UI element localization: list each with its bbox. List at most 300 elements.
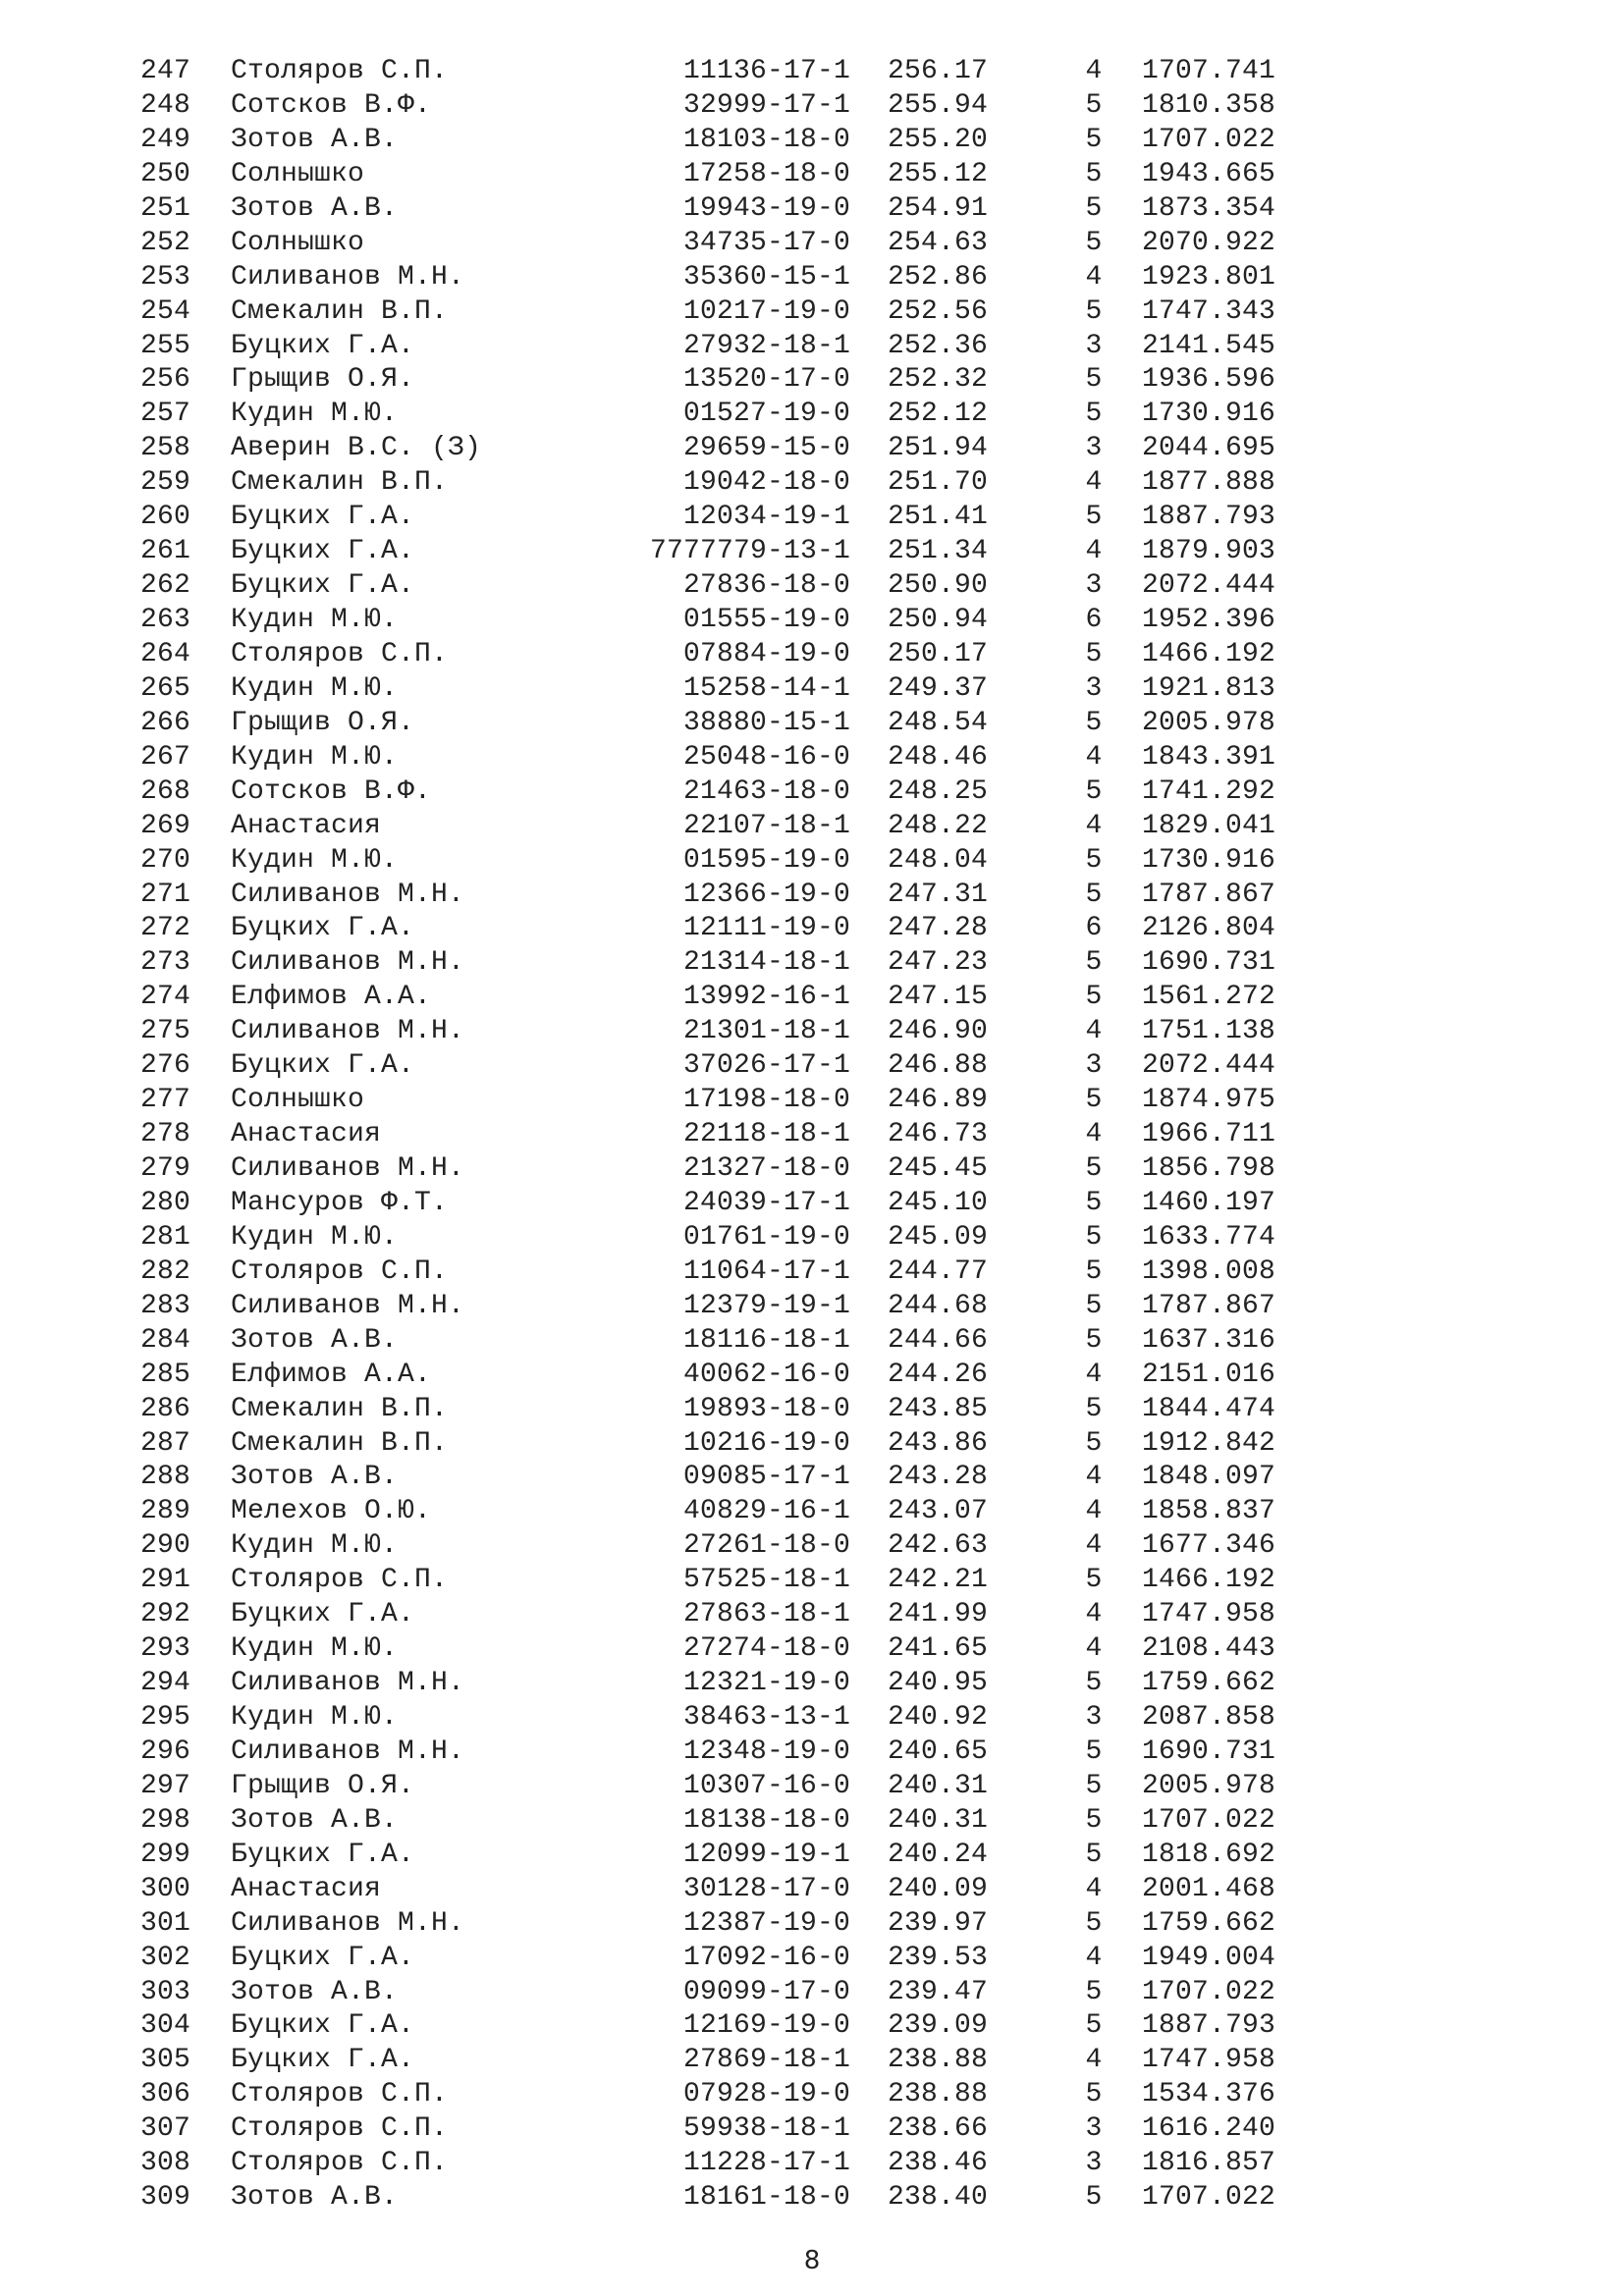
row-count: 5 <box>1085 1393 1103 1424</box>
row-name: Буцких Г.А. <box>231 502 415 533</box>
row-score: 241.99 <box>888 1599 989 1630</box>
row-count: 5 <box>1085 158 1103 189</box>
row-count: 3 <box>1085 1702 1103 1733</box>
table-row <box>0 2044 1624 2078</box>
row-rank: 258 <box>140 433 191 464</box>
row-name: Грыщив О.Я. <box>231 364 415 396</box>
row-count: 3 <box>1085 330 1103 361</box>
row-count: 5 <box>1085 2079 1103 2110</box>
table-row <box>0 741 1624 775</box>
row-name: Мелехов О.Ю. <box>231 1496 432 1527</box>
table-row <box>0 1084 1624 1118</box>
row-rank: 292 <box>140 1599 191 1630</box>
row-code: 17092-16-0 <box>682 1942 850 1973</box>
row-rating: 2126.804 <box>1142 913 1276 944</box>
row-rank: 275 <box>140 1016 191 1047</box>
table-row <box>0 1495 1624 1529</box>
row-code: 17258-18-0 <box>682 158 850 189</box>
row-count: 5 <box>1085 1976 1103 2007</box>
row-rating: 1741.292 <box>1142 775 1276 807</box>
row-code: 18138-18-0 <box>682 1804 850 1836</box>
row-rating: 1887.793 <box>1142 2010 1276 2042</box>
table-row <box>0 398 1624 432</box>
row-rank: 298 <box>140 1804 191 1836</box>
row-rank: 261 <box>140 536 191 567</box>
row-rank: 255 <box>140 330 191 361</box>
row-name: Буцких Г.А. <box>231 536 415 567</box>
row-code: 19943-19-0 <box>682 192 850 224</box>
row-code: 27261-18-0 <box>682 1530 850 1562</box>
table-row <box>0 810 1624 844</box>
row-count: 5 <box>1085 502 1103 533</box>
row-rating: 1747.343 <box>1142 295 1276 327</box>
row-count: 5 <box>1085 982 1103 1013</box>
table-row <box>0 1359 1624 1393</box>
row-rank: 273 <box>140 947 191 979</box>
row-rank: 249 <box>140 124 191 155</box>
row-rating: 1810.358 <box>1142 89 1276 121</box>
row-score: 245.10 <box>888 1187 989 1218</box>
row-code: 38880-15-1 <box>682 707 850 738</box>
row-count: 4 <box>1085 1496 1103 1527</box>
table-row <box>0 1667 1624 1701</box>
row-code: 25048-16-0 <box>682 741 850 773</box>
row-count: 5 <box>1085 1153 1103 1184</box>
row-rating: 1787.867 <box>1142 879 1276 910</box>
row-rank: 248 <box>140 89 191 121</box>
table-row <box>0 1255 1624 1290</box>
row-rating: 2001.468 <box>1142 1873 1276 1904</box>
row-name: Зотов А.В. <box>231 1462 399 1493</box>
row-count: 5 <box>1085 1565 1103 1596</box>
row-rank: 293 <box>140 1633 191 1665</box>
row-code: 01555-19-0 <box>682 605 850 635</box>
row-code: 01595-19-0 <box>682 844 850 876</box>
table-row <box>0 604 1624 638</box>
table-row <box>0 261 1624 295</box>
row-name: Силиванов М.Н. <box>231 1016 465 1047</box>
table-row <box>0 1804 1624 1839</box>
row-name: Буцких Г.А. <box>231 1050 415 1082</box>
row-name: Елфимов А.А. <box>231 1359 432 1390</box>
table-row <box>0 638 1624 672</box>
row-count: 4 <box>1085 56 1103 86</box>
table-row <box>0 1632 1624 1667</box>
row-name: Силиванов М.Н. <box>231 1735 465 1767</box>
row-name: Смекалин В.П. <box>231 1393 449 1424</box>
row-score: 240.92 <box>888 1702 989 1733</box>
row-name: Силиванов М.Н. <box>231 947 465 979</box>
row-rating: 1873.354 <box>1142 192 1276 224</box>
row-code: 7777779-13-1 <box>649 536 850 567</box>
row-code: 17198-18-0 <box>682 1085 850 1116</box>
row-code: 01761-19-0 <box>682 1221 850 1253</box>
row-rating: 1844.474 <box>1142 1393 1276 1424</box>
row-rating: 1879.903 <box>1142 536 1276 567</box>
row-count: 5 <box>1085 2010 1103 2042</box>
row-rating: 2072.444 <box>1142 570 1276 602</box>
row-score: 243.07 <box>888 1496 989 1527</box>
row-name: Смекалин В.П. <box>231 467 449 499</box>
row-rating: 2141.545 <box>1142 330 1276 361</box>
row-score: 251.41 <box>888 502 989 533</box>
row-code: 32999-17-1 <box>682 89 850 121</box>
row-count: 5 <box>1085 1839 1103 1870</box>
row-count: 5 <box>1085 192 1103 224</box>
row-rank: 299 <box>140 1839 191 1870</box>
row-rating: 1874.975 <box>1142 1085 1276 1116</box>
table-row <box>0 89 1624 124</box>
row-rank: 307 <box>140 2113 191 2145</box>
row-rating: 1466.192 <box>1142 1565 1276 1596</box>
row-code: 19042-18-0 <box>682 467 850 499</box>
row-rank: 252 <box>140 227 191 258</box>
row-rating: 1936.596 <box>1142 364 1276 396</box>
row-score: 239.09 <box>888 2010 989 2042</box>
row-count: 3 <box>1085 672 1103 704</box>
row-rank: 301 <box>140 1907 191 1939</box>
row-rating: 1816.857 <box>1142 2148 1276 2179</box>
row-score: 247.23 <box>888 947 989 979</box>
row-rank: 274 <box>140 982 191 1013</box>
row-rating: 2151.016 <box>1142 1359 1276 1390</box>
row-count: 4 <box>1085 1873 1103 1904</box>
table-row <box>0 1290 1624 1324</box>
table-row <box>0 707 1624 741</box>
table-row <box>0 1839 1624 1873</box>
row-rank: 308 <box>140 2148 191 2179</box>
row-code: 18116-18-1 <box>682 1324 850 1356</box>
row-count: 5 <box>1085 1085 1103 1116</box>
row-rating: 1829.041 <box>1142 810 1276 841</box>
row-rank: 271 <box>140 879 191 910</box>
row-code: 12034-19-1 <box>682 502 850 533</box>
row-code: 11136-17-1 <box>682 56 850 86</box>
row-rank: 306 <box>140 2079 191 2110</box>
row-score: 248.04 <box>888 844 989 876</box>
row-count: 5 <box>1085 1324 1103 1356</box>
row-rating: 1858.837 <box>1142 1496 1276 1527</box>
row-code: 09099-17-0 <box>682 1976 850 2007</box>
row-rating: 1707.022 <box>1142 124 1276 155</box>
table-row <box>0 946 1624 981</box>
row-code: 40829-16-1 <box>682 1496 850 1527</box>
row-score: 254.91 <box>888 192 989 224</box>
row-rank: 266 <box>140 707 191 738</box>
row-count: 5 <box>1085 1255 1103 1287</box>
results-table <box>0 55 1624 2216</box>
row-score: 238.66 <box>888 2113 989 2145</box>
row-count: 4 <box>1085 1530 1103 1562</box>
row-rank: 300 <box>140 1873 191 1904</box>
row-name: Зотов А.В. <box>231 2182 399 2214</box>
row-rank: 294 <box>140 1668 191 1699</box>
row-code: 40062-16-0 <box>682 1359 850 1390</box>
row-score: 251.94 <box>888 433 989 464</box>
row-rank: 297 <box>140 1770 191 1801</box>
table-row <box>0 844 1624 879</box>
row-code: 22107-18-1 <box>682 810 850 841</box>
row-rank: 289 <box>140 1496 191 1527</box>
row-count: 5 <box>1085 2182 1103 2214</box>
row-code: 21463-18-0 <box>682 775 850 807</box>
row-score: 250.17 <box>888 638 989 669</box>
table-row <box>0 1564 1624 1598</box>
row-score: 239.47 <box>888 1976 989 2007</box>
row-rank: 259 <box>140 467 191 499</box>
table-row <box>0 158 1624 192</box>
row-rank: 282 <box>140 1255 191 1287</box>
row-count: 5 <box>1085 1427 1103 1459</box>
row-count: 4 <box>1085 1462 1103 1493</box>
table-row <box>0 2181 1624 2216</box>
row-score: 244.66 <box>888 1324 989 1356</box>
row-rating: 1690.731 <box>1142 947 1276 979</box>
row-code: 12379-19-1 <box>682 1290 850 1321</box>
row-count: 4 <box>1085 741 1103 773</box>
row-count: 5 <box>1085 1907 1103 1939</box>
row-score: 255.20 <box>888 124 989 155</box>
row-rank: 305 <box>140 2045 191 2076</box>
row-rating: 1466.192 <box>1142 638 1276 669</box>
table-row <box>0 1942 1624 1976</box>
row-rating: 1759.662 <box>1142 1668 1276 1699</box>
row-rating: 1856.798 <box>1142 1153 1276 1184</box>
row-rank: 262 <box>140 570 191 602</box>
row-score: 246.89 <box>888 1085 989 1116</box>
row-rating: 2005.978 <box>1142 1770 1276 1801</box>
row-score: 251.34 <box>888 536 989 567</box>
table-row <box>0 1324 1624 1359</box>
row-score: 238.46 <box>888 2148 989 2179</box>
row-code: 27932-18-1 <box>682 330 850 361</box>
row-code: 12169-19-0 <box>682 2010 850 2042</box>
table-row <box>0 2078 1624 2112</box>
row-name: Кудин М.Ю. <box>231 844 399 876</box>
table-row <box>0 363 1624 398</box>
row-rank: 257 <box>140 399 191 430</box>
row-score: 255.94 <box>888 89 989 121</box>
row-count: 5 <box>1085 879 1103 910</box>
row-rating: 1561.272 <box>1142 982 1276 1013</box>
page-number: 8 <box>803 2246 821 2275</box>
row-rank: 270 <box>140 844 191 876</box>
row-rating: 1966.711 <box>1142 1119 1276 1150</box>
row-code: 27863-18-1 <box>682 1599 850 1630</box>
row-rank: 265 <box>140 672 191 704</box>
row-count: 5 <box>1085 227 1103 258</box>
row-score: 247.15 <box>888 982 989 1013</box>
row-count: 5 <box>1085 399 1103 430</box>
row-rating: 2087.858 <box>1142 1702 1276 1733</box>
row-rating: 1690.731 <box>1142 1735 1276 1767</box>
row-name: Силиванов М.Н. <box>231 1668 465 1699</box>
row-rank: 278 <box>140 1119 191 1150</box>
row-name: Кудин М.Ю. <box>231 1221 399 1253</box>
row-rank: 283 <box>140 1290 191 1321</box>
row-count: 4 <box>1085 810 1103 841</box>
row-code: 07928-19-0 <box>682 2079 850 2110</box>
table-row <box>0 912 1624 946</box>
row-name: Кудин М.Ю. <box>231 1633 399 1665</box>
row-rating: 1707.741 <box>1142 56 1276 86</box>
row-rank: 272 <box>140 913 191 944</box>
row-count: 4 <box>1085 1016 1103 1047</box>
row-rating: 2070.922 <box>1142 227 1276 258</box>
table-row <box>0 1187 1624 1221</box>
row-rating: 1877.888 <box>1142 467 1276 499</box>
row-rating: 1787.867 <box>1142 1290 1276 1321</box>
row-code: 13520-17-0 <box>682 364 850 396</box>
table-row <box>0 1701 1624 1735</box>
row-score: 241.65 <box>888 1633 989 1665</box>
row-code: 18161-18-0 <box>682 2182 850 2214</box>
row-name: Столяров С.П. <box>231 2148 449 2179</box>
row-code: 12348-19-0 <box>682 1735 850 1767</box>
row-count: 4 <box>1085 1942 1103 1973</box>
row-code: 09085-17-1 <box>682 1462 850 1493</box>
table-row <box>0 1529 1624 1564</box>
table-row <box>0 981 1624 1015</box>
row-score: 246.73 <box>888 1119 989 1150</box>
row-name: Солнышко <box>231 158 365 189</box>
row-code: 11064-17-1 <box>682 1255 850 1287</box>
row-name: Сотсков В.Ф. <box>231 775 432 807</box>
row-rating: 1707.022 <box>1142 1804 1276 1836</box>
row-name: Солнышко <box>231 227 365 258</box>
row-name: Зотов А.В. <box>231 1804 399 1836</box>
table-row <box>0 55 1624 89</box>
row-count: 4 <box>1085 261 1103 293</box>
row-count: 5 <box>1085 1668 1103 1699</box>
row-code: 34735-17-0 <box>682 227 850 258</box>
row-count: 4 <box>1085 1119 1103 1150</box>
row-rating: 1818.692 <box>1142 1839 1276 1870</box>
table-row <box>0 1221 1624 1255</box>
row-score: 240.95 <box>888 1668 989 1699</box>
row-code: 21301-18-1 <box>682 1016 850 1047</box>
row-rating: 1534.376 <box>1142 2079 1276 2110</box>
row-count: 3 <box>1085 2148 1103 2179</box>
row-rating: 1923.801 <box>1142 261 1276 293</box>
row-rank: 290 <box>140 1530 191 1562</box>
row-score: 244.68 <box>888 1290 989 1321</box>
row-rating: 1460.197 <box>1142 1187 1276 1218</box>
row-score: 252.56 <box>888 295 989 327</box>
table-row <box>0 1152 1624 1187</box>
row-score: 240.09 <box>888 1873 989 1904</box>
row-code: 22118-18-1 <box>682 1119 850 1150</box>
row-score: 243.85 <box>888 1393 989 1424</box>
row-code: 21314-18-1 <box>682 947 850 979</box>
row-name: Аверин В.С. (З) <box>231 433 482 464</box>
row-score: 248.54 <box>888 707 989 738</box>
row-code: 27836-18-0 <box>682 570 850 602</box>
row-count: 3 <box>1085 2113 1103 2145</box>
row-count: 6 <box>1085 913 1103 944</box>
row-score: 239.53 <box>888 1942 989 1973</box>
row-name: Зотов А.В. <box>231 1324 399 1356</box>
row-name: Зотов А.В. <box>231 192 399 224</box>
row-code: 10216-19-0 <box>682 1427 850 1459</box>
row-code: 18103-18-0 <box>682 124 850 155</box>
row-code: 12099-19-1 <box>682 1839 850 1870</box>
table-row <box>0 501 1624 535</box>
table-row <box>0 1118 1624 1152</box>
row-score: 254.63 <box>888 227 989 258</box>
row-rank: 263 <box>140 605 191 635</box>
row-code: 35360-15-1 <box>682 261 850 293</box>
table-row <box>0 775 1624 810</box>
row-name: Грыщив О.Я. <box>231 1770 415 1801</box>
row-rank: 247 <box>140 56 191 86</box>
row-score: 252.12 <box>888 399 989 430</box>
row-rating: 1921.813 <box>1142 672 1276 704</box>
row-code: 21327-18-0 <box>682 1153 850 1184</box>
row-name: Буцких Г.А. <box>231 1839 415 1870</box>
row-score: 252.36 <box>888 330 989 361</box>
row-name: Столяров С.П. <box>231 638 449 669</box>
row-rank: 277 <box>140 1085 191 1116</box>
table-row <box>0 466 1624 501</box>
row-code: 37026-17-1 <box>682 1050 850 1082</box>
row-rating: 1730.916 <box>1142 844 1276 876</box>
row-score: 245.45 <box>888 1153 989 1184</box>
row-count: 4 <box>1085 1599 1103 1630</box>
row-count: 3 <box>1085 1050 1103 1082</box>
row-name: Столяров С.П. <box>231 1565 449 1596</box>
table-row <box>0 535 1624 569</box>
row-name: Кудин М.Ю. <box>231 672 399 704</box>
table-row <box>0 1049 1624 1084</box>
row-count: 4 <box>1085 536 1103 567</box>
row-score: 255.12 <box>888 158 989 189</box>
row-count: 5 <box>1085 1804 1103 1836</box>
row-score: 251.70 <box>888 467 989 499</box>
row-name: Зотов А.В. <box>231 1976 399 2007</box>
table-row <box>0 569 1624 604</box>
row-name: Мансуров Ф.Т. <box>231 1187 449 1218</box>
table-row <box>0 2009 1624 2044</box>
row-name: Буцких Г.А. <box>231 2010 415 2042</box>
row-count: 5 <box>1085 1221 1103 1253</box>
row-rank: 253 <box>140 261 191 293</box>
row-name: Силиванов М.Н. <box>231 1290 465 1321</box>
row-code: 38463-13-1 <box>682 1702 850 1733</box>
row-rating: 1943.665 <box>1142 158 1276 189</box>
row-rank: 287 <box>140 1427 191 1459</box>
row-score: 239.97 <box>888 1907 989 1939</box>
row-name: Смекалин В.П. <box>231 1427 449 1459</box>
row-rank: 254 <box>140 295 191 327</box>
row-score: 250.90 <box>888 570 989 602</box>
row-rating: 1952.396 <box>1142 605 1276 635</box>
row-code: 13992-16-1 <box>682 982 850 1013</box>
row-count: 4 <box>1085 2045 1103 2076</box>
row-name: Кудин М.Ю. <box>231 605 399 635</box>
row-code: 15258-14-1 <box>682 672 850 704</box>
row-rating: 1843.391 <box>1142 741 1276 773</box>
row-count: 5 <box>1085 947 1103 979</box>
table-row <box>0 1393 1624 1427</box>
row-rating: 1747.958 <box>1142 2045 1276 2076</box>
row-rank: 260 <box>140 502 191 533</box>
table-row <box>0 1976 1624 2010</box>
row-score: 245.09 <box>888 1221 989 1253</box>
row-rating: 2072.444 <box>1142 1050 1276 1082</box>
row-code: 11228-17-1 <box>682 2148 850 2179</box>
row-rating: 2005.978 <box>1142 707 1276 738</box>
